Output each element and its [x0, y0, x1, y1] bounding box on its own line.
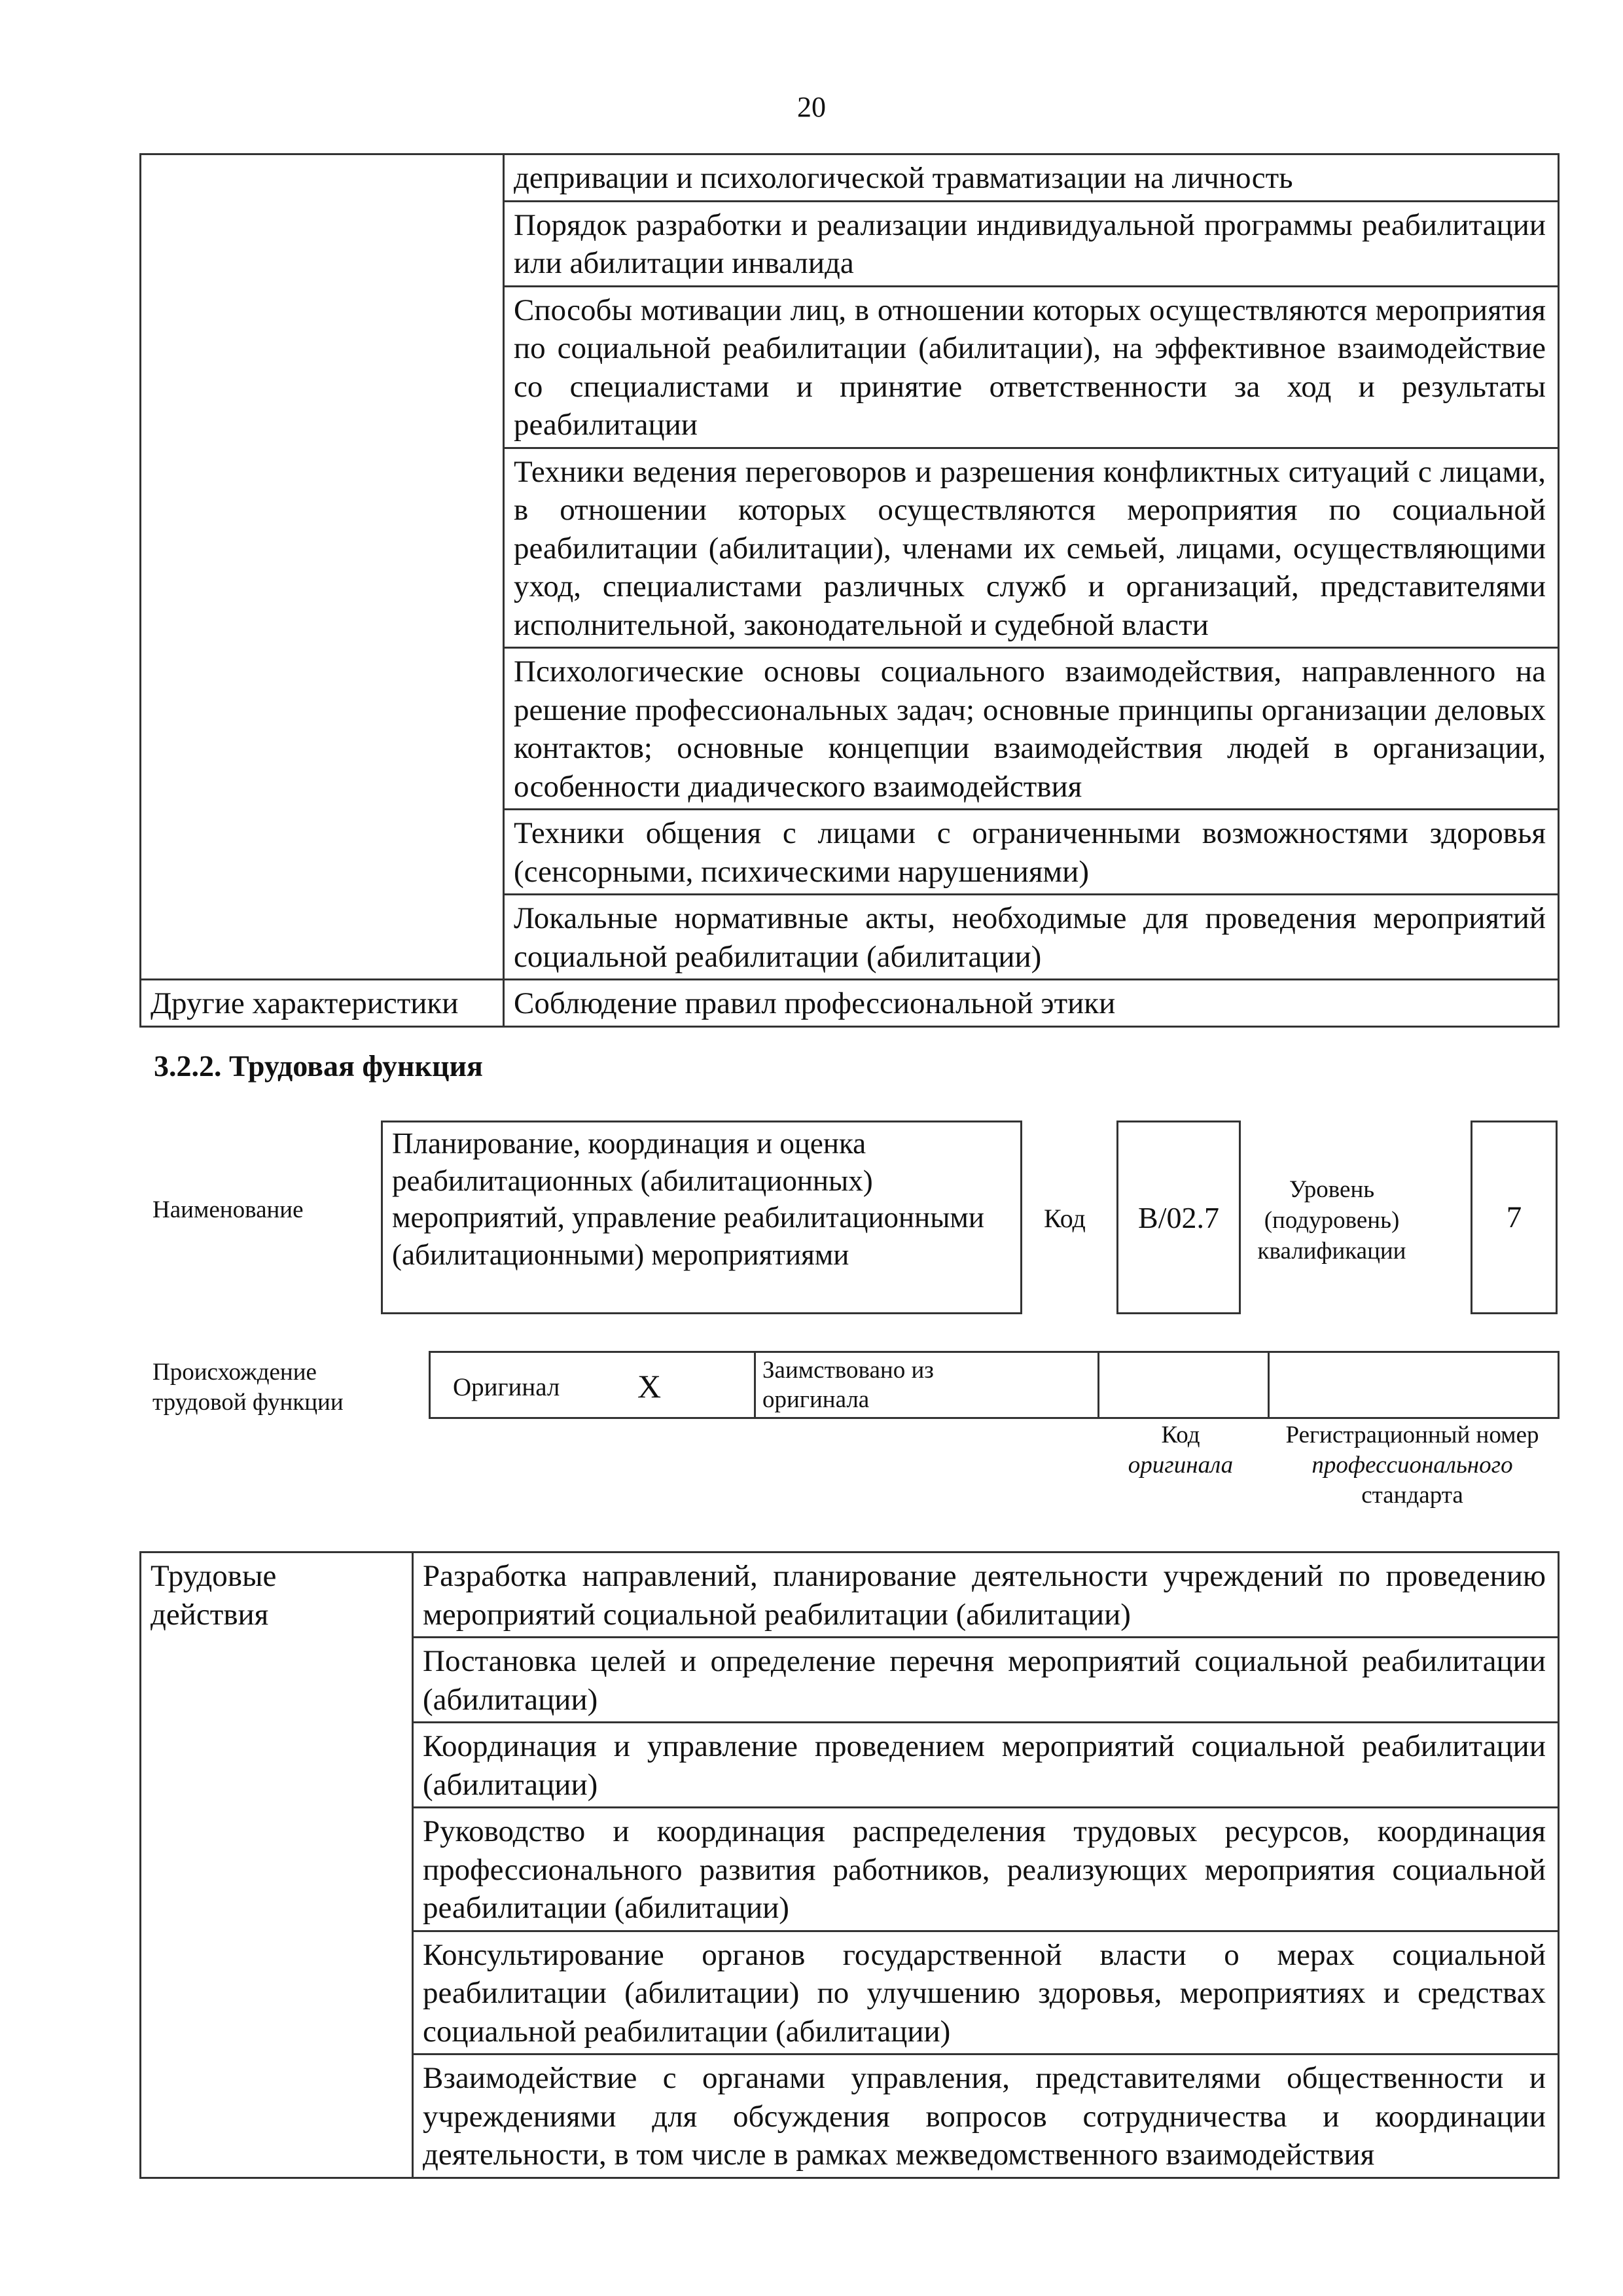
- borrowed-label-line: оригинала: [762, 1386, 870, 1413]
- caption-line: оригинала: [1128, 1452, 1234, 1479]
- knowledge-item: Техники общения с лицами с ограниченными возможностями здоровья (сенсорными, психическими нарушениями): [504, 810, 1559, 895]
- labor-actions-table: [139, 1551, 1560, 2179]
- origin-table: [429, 1351, 1560, 1419]
- level-label-line: Уровень: [1289, 1176, 1375, 1203]
- origin-label-line: Происхождение: [152, 1359, 317, 1386]
- registration-caption: [1267, 1420, 1558, 1511]
- label-line: Трудовые: [151, 1559, 277, 1593]
- caption-line: Код: [1161, 1422, 1200, 1448]
- knowledge-item: депривации и психологической травматизации на личность: [504, 154, 1559, 202]
- knowledge-item: Локальные нормативные акты, необходимые для проведения мероприятий социальной реабилитации (абилитации): [504, 895, 1559, 980]
- original-cell: [430, 1352, 755, 1418]
- page-number: 20: [797, 91, 826, 123]
- labor-action-item: Разработка направлений, планирование деятельности учреждений по проведению мероприятий социальной реабилитации (абилитации): [413, 1552, 1559, 1638]
- caption-line: Регистрационный номер: [1285, 1422, 1539, 1448]
- caption-line: профессионального: [1311, 1452, 1513, 1479]
- labor-action-item: Консультирование органов государственной власти о мерах социальной реабилитации (абилитации) по улучшению здоровья, мероприятиях и средствах социальной реабилитации (абилитации): [413, 1931, 1559, 2054]
- table-row: [430, 1352, 1559, 1418]
- name-label: Наименование: [152, 1196, 304, 1223]
- knowledge-item: Техники ведения переговоров и разрешения конфликтных ситуаций с лицами, в отношении которых осуществляются мероприятия по социальной реабилитации (абилитации), членами их семьей, лицами, осуществляющими уход, специалистами различных служб и организаций, представителями исполнительной, законодательной и судебной власти: [504, 448, 1559, 648]
- qualification-level-label: [1253, 1174, 1410, 1266]
- labor-action-item: Руководство и координация распределения трудовых ресурсов, координация профессионального развития работников, реализующих мероприятия социальной реабилитации (абилитации): [413, 1808, 1559, 1931]
- labor-action-item: Взаимодействие с органами управления, представителями общественности и учреждениями для обсуждения вопросов сотрудничества и координации деятельности, в том числе в рамках межведомственного взаимодействия: [413, 2054, 1559, 2178]
- level-label-line: квалификации: [1257, 1238, 1406, 1265]
- knowledge-item: Способы мотивации лиц, в отношении которых осуществляются мероприятия по социальной реабилитации (абилитации), на эффективное взаимодействие со специалистами и принятие ответственности за ход и результаты реабилитации: [504, 286, 1559, 448]
- table-row: [141, 1552, 1559, 1638]
- labor-action-item: Постановка целей и определение перечня мероприятий социальной реабилитации (абилитации): [413, 1638, 1559, 1723]
- code-caption: [1094, 1420, 1267, 1480]
- labor-action-item: Координация и управление проведением мероприятий социальной реабилитации (абилитации): [413, 1723, 1559, 1808]
- knowledge-item: Психологические основы социального взаимодействия, направленного на решение профессиональных задач; основные принципы организации деловых контактов; основные концепции взаимодействия людей в организации, особенности диадического взаимодействия: [504, 648, 1559, 810]
- caption-line: стандарта: [1361, 1482, 1463, 1509]
- registration-number-cell: [1269, 1352, 1559, 1418]
- other-characteristics-label: Другие характеристики: [141, 980, 504, 1027]
- borrowed-cell: [755, 1352, 1099, 1418]
- original-mark: X: [637, 1368, 662, 1405]
- level-value-box: 7: [1471, 1121, 1558, 1314]
- label-line: действия: [151, 1597, 269, 1632]
- origin-label-line: трудовой функции: [152, 1389, 344, 1416]
- origin-label: [152, 1357, 344, 1418]
- table-row: [141, 154, 1559, 202]
- function-name-box: Планирование, координация и оценка реабилитационных (абилитационных) мероприятий, управление реабилитационными (абилитационными) мероприятиями: [381, 1121, 1022, 1314]
- knowledge-table: [139, 153, 1560, 1028]
- knowledge-item: Порядок разработки и реализации индивидуальной программы реабилитации или абилитации инвалида: [504, 201, 1559, 286]
- level-label-line: (подуровень): [1264, 1207, 1400, 1234]
- original-label: Оригинал: [453, 1373, 560, 1401]
- original-code-cell: [1099, 1352, 1269, 1418]
- code-value-box: B/02.7: [1116, 1121, 1241, 1314]
- empty-label-cell: [141, 154, 504, 980]
- section-heading: 3.2.2. Трудовая функция: [154, 1049, 483, 1083]
- borrowed-label-line: Заимствовано из: [762, 1357, 934, 1384]
- other-characteristics-value: Соблюдение правил профессиональной этики: [504, 980, 1559, 1027]
- table-row: [141, 980, 1559, 1027]
- labor-actions-label: [141, 1552, 413, 2178]
- code-label: Код: [1044, 1204, 1086, 1233]
